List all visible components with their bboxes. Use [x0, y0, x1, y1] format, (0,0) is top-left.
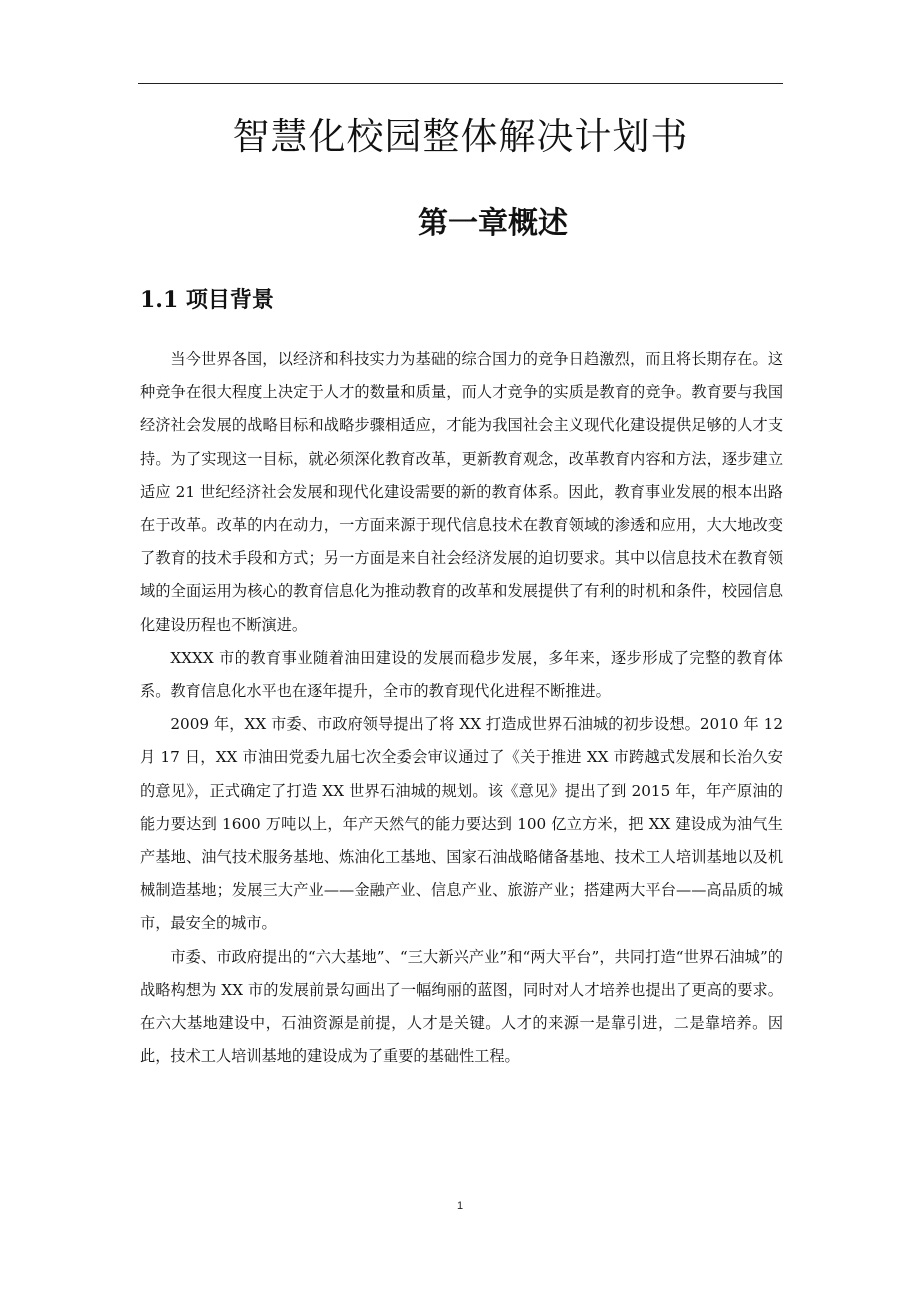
page-number: 1: [456, 1200, 464, 1212]
document-title: 智慧化校园整体解决计划书: [232, 115, 689, 158]
paragraph: 当今世界各国，以经济和科技实力为基础的综合国力的竞争日趋激烈，而且将长期存在。这种竞争在很大程度上决定于人才的数量和质量，而人才竞争的实质是教育的竞争。教育要与我国经济社会发展的战略目标和战略步骤相适应，才能为我国社会主义现代化建设提供足够的人才支持。为了实现这一目标，就必须深化教育改革，更新教育观念，改革教育内容和方法，逐步建立适应 21 世纪经济社会发展和现代化建设需要的新的教育体系。因此，教育事业发展的根本出路在于改革。改革的内在动力，一方面来源于现代信息技术在教育领域的渗透和应用，大大地改变了教育的技术手段和方式；另一方面是来自社会经济发展的迫切要求。其中以信息技术在教育领域的全面运用为核心的教育信息化为推动教育的改革和发展提供了有利的时机和条件，校园信息化建设历程也不断演进。: [140, 350, 783, 634]
paragraph: 市委、市政府提出的“六大基地”、“三大新兴产业”和“两大平台”，共同打造“世界石油城”的战略构想为 XX 市的发展前景勾画出了一幅绚丽的蓝图，同时对人才培养也提出了更高的要求。在六大基地建设中，石油资源是前提，人才是关键。人才的来源一是靠引进，二是靠培养。因此，技术工人培训基地的建设成为了重要的基础性工程。: [140, 947, 783, 1066]
section-heading: 1.1 项目背景: [140, 287, 274, 313]
paragraph: 2009 年，XX 市委、市政府领导提出了将 XX 打造成世界石油城的初步设想。2010 年 12 月 17 日，XX 市油田党委九届七次全委会审议通过了《关于推进 XX 市跨越式发展和长治久安的意见》，正式确定了打造 XX 世界石油城的规划。该《意见》提出了到 2015 年，年产原油的能力要达到 1600 万吨以上，年产天然气的能力要达到 100 亿立方米，把 XX 建设成为油气生产基地、油气技术服务基地、炼油化工基地、国家石油战略储备基地、技术工人培训基地以及机械制造基地；发展三大产业——金融产业、信息产业、旅游产业；搭建两大平台——高品质的城市，最安全的城市。: [140, 715, 783, 933]
body-text: [140, 343, 783, 1073]
paragraph: XXXX 市的教育事业随着油田建设的发展而稳步发展，多年来，逐步形成了完整的教育体系。教育信息化水平也在逐年提升，全市的教育现代化进程不断推进。: [140, 648, 783, 701]
header-rule: [138, 83, 783, 84]
chapter-title: 第一章概述: [418, 206, 568, 241]
